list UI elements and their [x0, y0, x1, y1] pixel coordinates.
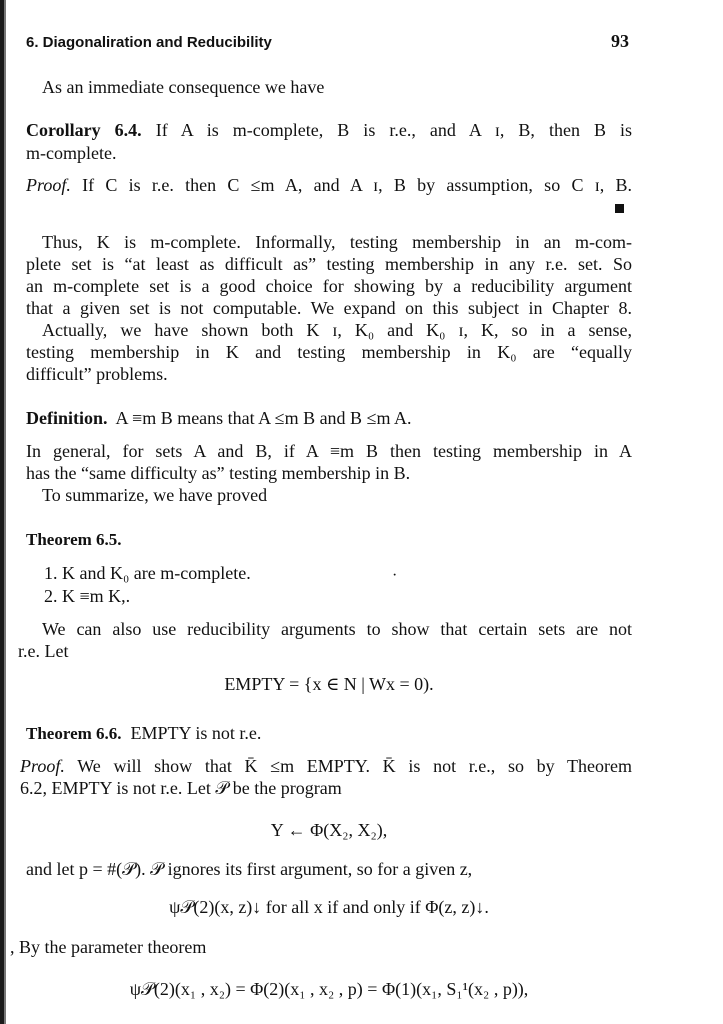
theorem-6-6-label: Theorem 6.6. — [26, 724, 122, 743]
general-line-3: To summarize, we have proved — [42, 485, 268, 505]
definition-text: A ≡m B means that A ≤m B and B ≤m A. — [115, 408, 412, 428]
stray-dot: · — [392, 567, 398, 584]
parameter-theorem-line: , By the parameter theorem — [10, 937, 207, 957]
proof-6-6-label: Proof. — [20, 756, 65, 776]
page-binding-shadow — [4, 0, 6, 1024]
general-line-2: has the “same difficulty as” testing membership in B. — [26, 463, 411, 483]
proof-6-6-text: We will show that K̄ ≤m EMPTY. K̄ is not r.e., so by Theorem — [77, 756, 632, 776]
theorem-6-6-text: EMPTY is not r.e. — [130, 723, 262, 743]
para-line-7: difficult” problems. — [26, 364, 168, 384]
let-p-line: and let p = #(𝒫). 𝒫 ignores its first argument, so for a given z, — [26, 859, 473, 879]
proof-text: If C is r.e. then C ≤m A, and A ɪ, B by assumption, so C ɪ, B. — [82, 175, 632, 195]
para-line-1: Thus, K is m-complete. Informally, testing membership in an m-com- — [42, 232, 632, 252]
corollary-line-1 — [26, 119, 632, 141]
page-number: 93 — [611, 31, 629, 51]
proof-label: Proof. — [26, 175, 71, 195]
definition-label: Definition. — [26, 408, 108, 428]
para-line-6: testing membership in K and testing membership in K₀ are “equally — [26, 342, 632, 362]
reducibility-line-2: r.e. Let — [18, 641, 69, 661]
theorem-6-5-item-2: 2. K ≡m K,. — [44, 586, 131, 606]
running-header: 6. Diagonaliration and Reducibility — [26, 34, 272, 51]
iff-statement: ψ𝒫(2)(x, z)↓ for all x if and only if Φ(z, z)↓. — [169, 897, 489, 917]
para-line-5: Actually, we have shown both K ɪ, K₀ and K₀ ɪ, K, so in a sense, — [42, 320, 632, 340]
para-line-2: plete set is “at least as difficult as” testing membership in any r.e. set. So — [26, 254, 632, 274]
program-statement: Y ← Φ(X₂, X₂), — [270, 820, 388, 840]
general-line-1: In general, for sets A and B, if A ≡m B then testing membership in A — [26, 441, 632, 461]
corollary-label: Corollary 6.4. — [26, 120, 142, 140]
theorem-6-6-line — [26, 722, 632, 745]
theorem-6-5-label: Theorem 6.5. — [26, 530, 122, 549]
theorem-6-5-item-1: 1. K and K₀ are m-complete. — [44, 563, 251, 583]
corollary-line-2: m-complete. — [26, 143, 117, 163]
empty-set-definition: EMPTY = {x ∈ N | Wx = 0). — [224, 674, 434, 694]
proof-6-6-line-2: 6.2, EMPTY is not r.e. Let 𝒫 be the program — [20, 778, 342, 798]
para-line-4: that a given set is not computable. We expand on this subject in Chapter 8. — [26, 298, 632, 318]
reducibility-line-1: We can also use reducibility arguments to show that certain sets are not — [42, 619, 632, 639]
parameter-equation: ψ𝒫(2)(x₁ , x₂) = Φ(2)(x₁ , x₂ , p) = Φ(1)(x₁, S₁¹(x₂ , p)), — [129, 979, 529, 999]
corollary-text: If A is m-complete, B is r.e., and A ɪ, B, then B is — [155, 120, 633, 140]
definition-line — [26, 407, 632, 429]
para-line-3: an m-complete set is a good choice for showing by a reducibility argument — [26, 276, 632, 296]
proof-line — [26, 174, 632, 196]
intro-line: As an immediate consequence we have — [42, 77, 325, 97]
qed-square-icon — [615, 204, 624, 213]
proof-6-6-line-1 — [20, 755, 632, 777]
